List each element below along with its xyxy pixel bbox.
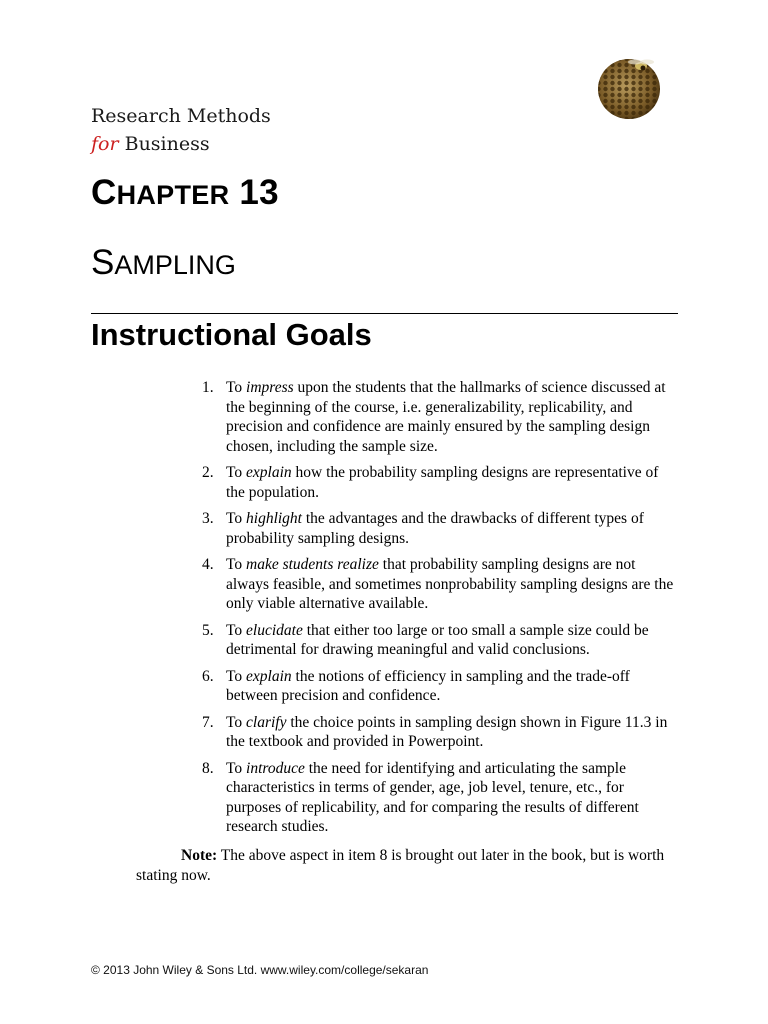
- goal-number: 8.: [202, 759, 214, 777]
- goal-number: 3.: [202, 510, 214, 527]
- goal-number: 7.: [202, 713, 214, 731]
- goal-verb: make students realize: [246, 556, 379, 573]
- goal-item: [180, 759, 678, 837]
- book-title-line2: Business: [118, 133, 210, 155]
- goal-text: the need for identifying and articulating the sample characteristics in terms of gender, age, job level, tenure, etc., for purposes of replicability, and for comparing the results of different research studies.: [226, 759, 639, 835]
- goal-item: [180, 378, 678, 456]
- goal-verb: explain: [246, 667, 292, 685]
- chapter-word-rest: HAPTER: [116, 180, 230, 210]
- honeycomb-logo-icon: [595, 44, 665, 122]
- subject-lead-cap: S: [91, 243, 115, 282]
- chapter-lead-cap: C: [91, 173, 117, 212]
- goal-number: 6.: [202, 667, 214, 685]
- goal-number: 1.: [202, 379, 214, 396]
- goal-text: upon the students that the hallmarks of science discussed at the beginning of the course, i.e. generalizability, replicability, and precision and confidence are mainly ensured by the sampling design chosen, including the sample size.: [226, 379, 666, 455]
- goal-pre: To: [226, 379, 247, 396]
- book-title: [91, 102, 271, 158]
- copyright-footer: © 2013 John Wiley & Sons Ltd. www.wiley.com/college/sekaran: [91, 963, 429, 977]
- goal-text: that probability sampling designs are not always feasible, and sometimes nonprobability sampling designs are the only viable alternative available.: [226, 556, 674, 612]
- goal-text: the notions of efficiency in sampling and the trade-off between precision and confidence.: [226, 667, 630, 704]
- book-title-line1: Research Methods: [91, 105, 271, 127]
- goal-verb: impress: [246, 379, 294, 396]
- goal-text: the choice points in sampling design shown in Figure 11.3 in the textbook and provided in Powerpoint.: [226, 713, 668, 750]
- goal-number: 2.: [202, 464, 214, 481]
- goal-verb: highlight: [246, 510, 302, 527]
- goal-pre: To: [226, 556, 247, 573]
- goal-verb: explain: [246, 464, 292, 481]
- chapter-number: 13: [239, 173, 279, 212]
- goal-pre: To: [226, 759, 247, 777]
- goal-item: [180, 667, 678, 706]
- goal-pre: To: [226, 510, 247, 527]
- goal-item: [180, 555, 678, 614]
- chapter-subject: [91, 240, 236, 288]
- goal-number: 4.: [202, 556, 214, 573]
- goal-item: [180, 621, 678, 660]
- goal-verb: elucidate: [246, 621, 303, 639]
- goal-text: how the probability sampling designs are representative of the population.: [226, 464, 659, 501]
- goal-pre: To: [226, 621, 247, 639]
- goal-text: that either too large or too small a sample size could be detrimental for drawing meaningful and valid conclusions.: [226, 621, 649, 658]
- note-label: Note:: [181, 847, 218, 864]
- book-title-for: for: [91, 133, 119, 155]
- section-title: Instructional Goals: [91, 317, 372, 352]
- note-text: The above aspect in item 8 is brought out later in the book, but is worth stating now.: [136, 847, 665, 884]
- goal-item: [180, 713, 678, 752]
- goal-pre: To: [226, 464, 247, 481]
- chapter-heading: [91, 170, 279, 218]
- goal-item: [180, 463, 678, 502]
- goal-verb: clarify: [246, 713, 287, 731]
- note-paragraph: [136, 846, 678, 885]
- goal-item: [180, 509, 678, 548]
- goal-pre: To: [226, 667, 247, 685]
- goal-text: the advantages and the drawbacks of different types of probability sampling designs.: [226, 510, 644, 547]
- goal-number: 5.: [202, 621, 214, 639]
- goals-list: [180, 378, 678, 844]
- subject-rest: AMPLING: [114, 250, 236, 280]
- goal-verb: introduce: [246, 759, 305, 777]
- goal-pre: To: [226, 713, 247, 731]
